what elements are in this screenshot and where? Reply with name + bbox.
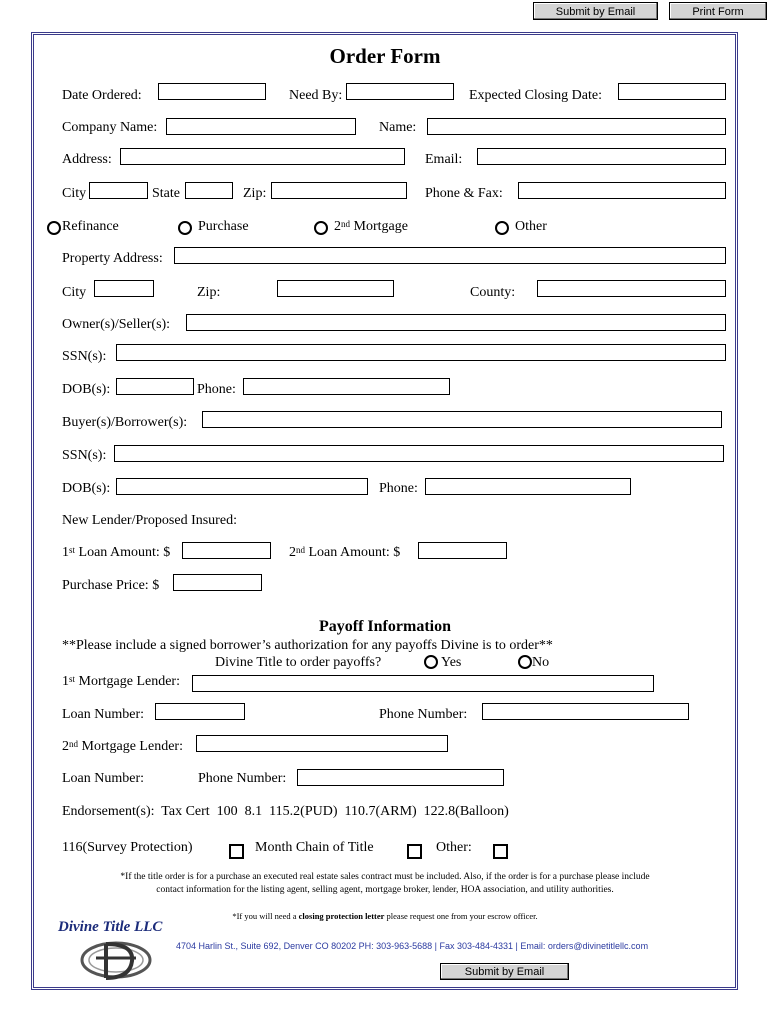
print-form-button[interactable]: Print Form (669, 2, 767, 20)
county-label: County: (470, 285, 516, 300)
buyer-phone-label: Phone: (379, 481, 418, 496)
second-loan-amount-label: 2nd Loan Amount: $ (289, 545, 401, 560)
payoff-yes-radio[interactable] (424, 655, 438, 669)
expected-closing-label: Expected Closing Date: (469, 88, 602, 103)
owners-sellers-label: Owner(s)/Seller(s): (62, 317, 171, 332)
other-radio[interactable] (495, 221, 509, 235)
payoff-no-label: No (532, 655, 550, 670)
other-endorsement-label: Other: (436, 840, 472, 855)
phone-number-2-field[interactable] (297, 769, 504, 786)
company-name-label: Company Name: (62, 120, 158, 135)
cpl-note: *If you will need a closing protection letter please request one from your escrow officer. (232, 911, 538, 921)
second-mortgage-lender-label: 2nd Mortgage Lender: (62, 739, 183, 754)
purchase-price-label: Purchase Price: $ (62, 578, 160, 593)
expected-closing-field[interactable] (618, 83, 726, 100)
seller-phone-label: Phone: (197, 382, 236, 397)
city-field[interactable] (89, 182, 148, 199)
survey-protection-label: 116(Survey Protection) (62, 840, 193, 855)
buyer-dob-field[interactable] (116, 478, 368, 495)
submit-by-email-button[interactable]: Submit by Email (533, 2, 658, 20)
property-city-field[interactable] (94, 280, 154, 297)
buyer-dob-label: DOB(s): (62, 481, 111, 496)
name-field[interactable] (427, 118, 726, 135)
property-address-field[interactable] (174, 247, 726, 264)
name-label: Name: (379, 120, 417, 135)
other-endorsement-checkbox[interactable] (493, 844, 508, 859)
phone-fax-field[interactable] (518, 182, 726, 199)
property-zip-label: Zip: (197, 285, 221, 300)
new-lender-label: New Lender/Proposed Insured: (62, 513, 237, 528)
divine-title-logo-icon (76, 934, 156, 984)
phone-fax-label: Phone & Fax: (425, 186, 503, 201)
phone-number-2-label: Phone Number: (198, 771, 287, 786)
need-by-label: Need By: (289, 88, 343, 103)
address-field[interactable] (120, 148, 405, 165)
seller-dob-field[interactable] (116, 378, 194, 395)
payoff-note: **Please include a signed borrower’s authorization for any payoffs Divine is to order** (62, 638, 553, 653)
month-chain-label: Month Chain of Title (255, 840, 374, 855)
payoff-yes-label: Yes (441, 655, 462, 670)
zip-field[interactable] (271, 182, 407, 199)
second-loan-amount-field[interactable] (418, 542, 507, 559)
address-label: Address: (62, 152, 112, 167)
buyers-borrowers-field[interactable] (202, 411, 722, 428)
purchase-note-line-2: contact information for the listing agent, selling agent, mortgage broker, lender, HOA association, and utility authorities. (156, 885, 614, 895)
second-mortgage-lender-field[interactable] (196, 735, 448, 752)
state-field[interactable] (185, 182, 233, 199)
email-field[interactable] (477, 148, 726, 165)
other-label: Other (515, 219, 547, 234)
buyer-phone-field[interactable] (425, 478, 631, 495)
seller-dob-label: DOB(s): (62, 382, 111, 397)
property-city-label: City (62, 285, 87, 300)
phone-number-1-label: Phone Number: (379, 707, 468, 722)
city-label: City (62, 186, 87, 201)
buyer-ssn-label: SSN(s): (62, 448, 107, 463)
buyer-ssn-field[interactable] (114, 445, 724, 462)
purchase-note-line-1: *If the title order is for a purchase an executed real estate sales contract must be included. Also, if the order is for a purchase please include (120, 872, 650, 882)
second-mortgage-radio[interactable] (314, 221, 328, 235)
seller-ssn-label: SSN(s): (62, 349, 107, 364)
seller-ssn-field[interactable] (116, 344, 726, 361)
first-mortgage-lender-field[interactable] (192, 675, 654, 692)
purchase-radio[interactable] (178, 221, 192, 235)
state-label: State (152, 186, 180, 201)
property-zip-field[interactable] (277, 280, 394, 297)
bottom-submit-by-email-button[interactable]: Submit by Email (440, 963, 569, 980)
survey-protection-checkbox[interactable] (229, 844, 244, 859)
endorsements-text: Endorsement(s): Tax Cert 100 8.1 115.2(PUD) 110.7(ARM) 122.8(Balloon) (62, 804, 509, 819)
loan-number-2-label: Loan Number: (62, 771, 145, 786)
payoff-heading: Payoff Information (319, 618, 451, 635)
first-loan-amount-field[interactable] (182, 542, 271, 559)
date-ordered-field[interactable] (158, 83, 266, 100)
company-name-field[interactable] (166, 118, 356, 135)
seller-phone-field[interactable] (243, 378, 450, 395)
email-label: Email: (425, 152, 463, 167)
month-chain-checkbox[interactable] (407, 844, 422, 859)
company-logo-text: Divine Title LLC (58, 919, 163, 935)
owners-sellers-field[interactable] (186, 314, 726, 331)
need-by-field[interactable] (346, 83, 454, 100)
payoff-question: Divine Title to order payoffs? (215, 655, 382, 670)
phone-number-1-field[interactable] (482, 703, 689, 720)
property-address-label: Property Address: (62, 251, 163, 266)
purchase-label: Purchase (198, 219, 249, 234)
date-ordered-label: Date Ordered: (62, 88, 142, 103)
buyers-borrowers-label: Buyer(s)/Borrower(s): (62, 415, 188, 430)
form-title: Order Form (329, 44, 441, 68)
loan-number-1-label: Loan Number: (62, 707, 145, 722)
payoff-no-radio[interactable] (518, 655, 532, 669)
refinance-radio[interactable] (47, 221, 61, 235)
loan-number-1-field[interactable] (155, 703, 245, 720)
second-mortgage-label: 2nd Mortgage (334, 219, 408, 234)
refinance-label: Refinance (62, 219, 119, 234)
footer-contact-info: 4704 Harlin St., Suite 692, Denver CO 80202 PH: 303-963-5688 | Fax 303-484-4331 | Email: orders@divinetitlellc.com (176, 941, 649, 951)
zip-label: Zip: (243, 186, 267, 201)
first-loan-amount-label: 1st Loan Amount: $ (62, 545, 171, 560)
first-mortgage-lender-label: 1st Mortgage Lender: (62, 674, 180, 689)
purchase-price-field[interactable] (173, 574, 262, 591)
county-field[interactable] (537, 280, 726, 297)
